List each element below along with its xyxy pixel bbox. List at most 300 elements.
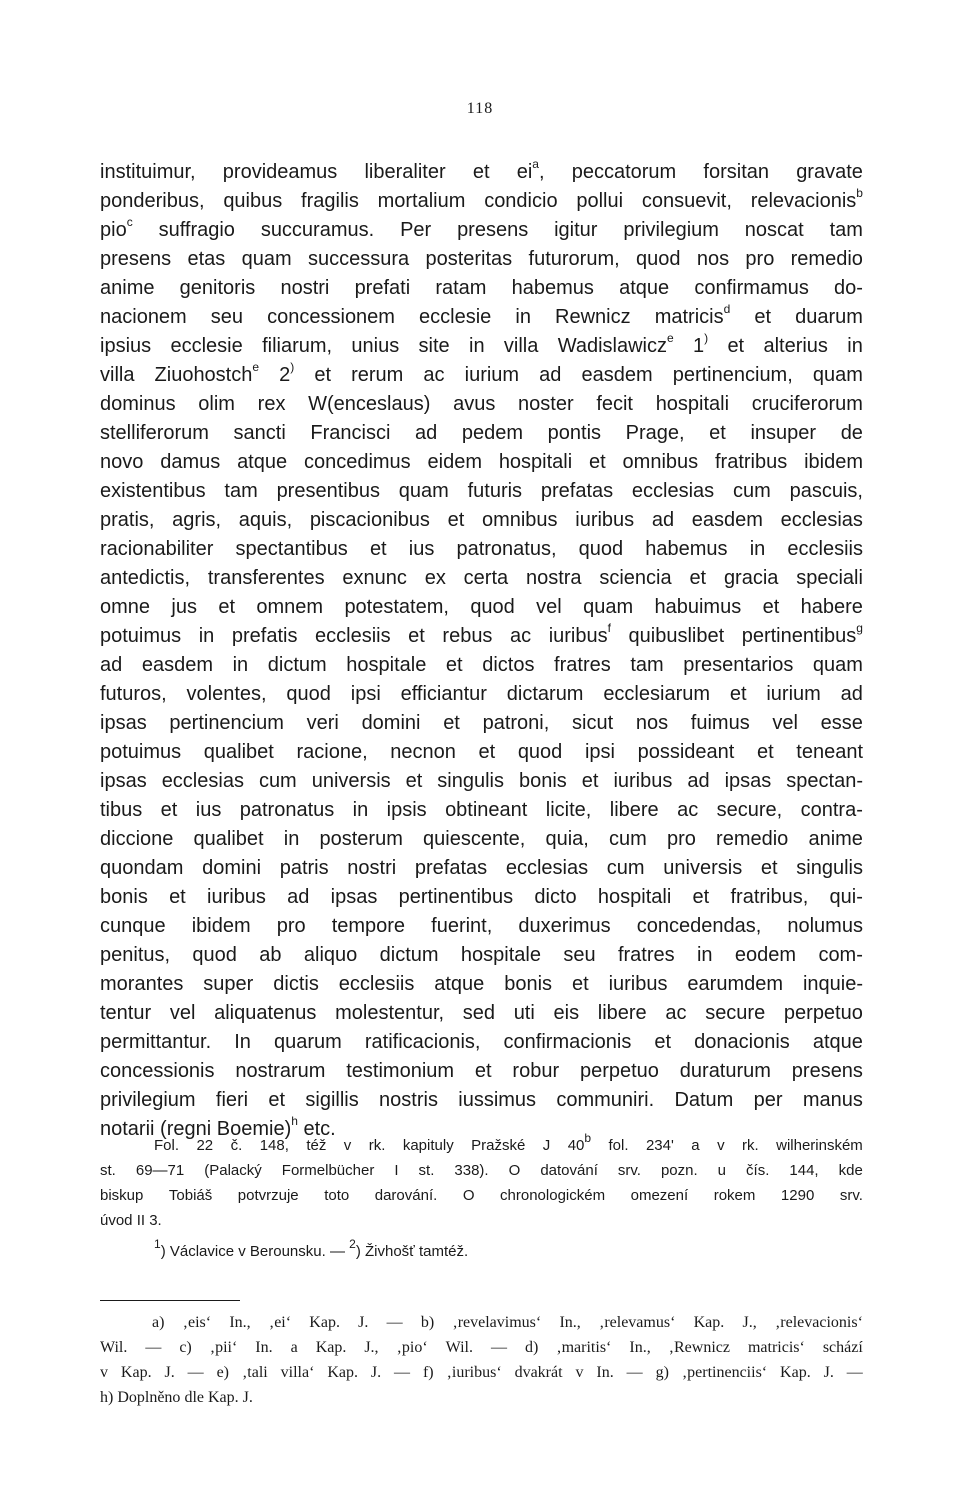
word: J.: [823, 1364, 834, 1381]
word: peccatorum: [571, 161, 677, 183]
word: pertinencium: [169, 712, 284, 734]
word: nostrarum: [235, 1060, 326, 1082]
word: Kap.: [693, 1314, 725, 1331]
word: a: [691, 1137, 700, 1154]
word: b): [420, 1314, 435, 1331]
footnote-divider: [100, 1300, 240, 1301]
word: quam: [583, 596, 634, 618]
word: ipsas: [330, 886, 378, 908]
word: quam: [812, 654, 863, 676]
word: dictum: [267, 654, 327, 676]
word: et: [472, 161, 490, 183]
word: omnibus: [622, 451, 699, 473]
word: srv.: [617, 1162, 641, 1179]
word: condicio: [484, 190, 558, 212]
word: ipsius: [100, 335, 152, 357]
word: ipsas: [100, 770, 147, 792]
word: ac: [677, 799, 699, 821]
word: ecclesias: [631, 480, 715, 502]
text-line: [100, 535, 863, 564]
word: pertinencium,: [672, 364, 793, 386]
word: quam: [398, 480, 449, 502]
word: in: [749, 538, 766, 560]
word: villa: [100, 364, 135, 386]
word: rerum: [351, 364, 404, 386]
word: tam: [829, 219, 863, 241]
word: úvod: [100, 1212, 133, 1229]
word: —: [394, 1364, 411, 1381]
word: et: [689, 567, 707, 589]
word: ac: [665, 1002, 687, 1024]
text-line: [100, 361, 863, 390]
word: possideant: [637, 741, 735, 763]
word: et: [654, 1031, 672, 1053]
text-line: [100, 564, 863, 593]
word: hospitali: [655, 393, 730, 415]
word: patris: [279, 857, 329, 879]
word: ‚pio‘: [396, 1339, 428, 1356]
word: ‚ei‘: [268, 1314, 292, 1331]
word: f): [422, 1364, 434, 1381]
word: qualibet: [203, 741, 274, 763]
word: ecclesie: [170, 335, 243, 357]
word: presens: [457, 219, 529, 241]
word: Formelbücher: [281, 1162, 375, 1179]
apparatus-line: [100, 1385, 863, 1410]
word: pertinentibus$^g$: [741, 621, 863, 647]
word: privilegium: [100, 1089, 196, 1111]
word: molestentur,: [335, 1002, 445, 1024]
word: pio$^c$: [100, 215, 133, 241]
word: J.: [242, 1389, 253, 1406]
word: dvakrát: [514, 1364, 563, 1381]
word: avus: [453, 393, 496, 415]
word: st.: [100, 1162, 116, 1179]
word: Fol.: [154, 1137, 180, 1154]
word: libere: [609, 799, 659, 821]
word: Rewnicz: [555, 306, 631, 328]
word: pollui: [576, 190, 624, 212]
word: ecclesias: [505, 857, 589, 879]
word: cum: [606, 857, 645, 879]
word: rokem: [713, 1187, 756, 1204]
word: penitus,: [100, 944, 171, 966]
word: nostris: [379, 1089, 438, 1111]
word: —: [145, 1339, 162, 1356]
word: nacionem: [100, 306, 187, 328]
word: 40$^b$: [567, 1131, 592, 1154]
word: quod: [636, 248, 681, 270]
source-line: [100, 1158, 863, 1183]
word: 1290: [780, 1187, 815, 1204]
word: ipsis: [386, 799, 427, 821]
text-line: [100, 158, 863, 187]
word: Prage,: [625, 422, 685, 444]
page-number: 118: [466, 100, 494, 117]
word: et: [727, 335, 745, 357]
word: cum: [609, 828, 647, 850]
word: ex: [424, 567, 446, 589]
word: habemus: [645, 538, 728, 560]
word: insuper: [750, 422, 817, 444]
text-line: [100, 999, 863, 1028]
word: quarum: [273, 1031, 342, 1053]
word: patronatus: [239, 799, 335, 821]
word: W(enceslaus): [308, 393, 431, 415]
word: —: [187, 1364, 204, 1381]
word: futurorum,: [528, 248, 620, 270]
word: potuimus: [100, 625, 182, 647]
word: J.,: [364, 1339, 379, 1356]
word: agris,: [172, 509, 222, 531]
word: ipsi: [584, 741, 615, 763]
word: easdem: [691, 509, 763, 531]
word: donacionis: [694, 1031, 790, 1053]
text-line: [100, 796, 863, 825]
text-line: [100, 1086, 863, 1115]
apparatus-line: [100, 1360, 863, 1385]
word: cum: [258, 770, 297, 792]
word: u: [717, 1162, 727, 1179]
word: In.,: [629, 1339, 651, 1356]
word: hospitali: [597, 886, 672, 908]
word: ‚revelavimus‘: [452, 1314, 542, 1331]
word: hospitale: [346, 654, 427, 676]
word: speciali: [796, 567, 863, 589]
word: presens: [791, 1060, 863, 1082]
word: v: [575, 1364, 584, 1381]
word: ac: [510, 625, 532, 647]
word: wilherinském: [776, 1137, 863, 1154]
source-line: [100, 1133, 863, 1158]
word: —: [329, 1243, 345, 1260]
word: remedio: [716, 828, 789, 850]
word: damus: [160, 451, 221, 473]
word: confirmamus: [694, 277, 809, 299]
word: fieri: [215, 1089, 249, 1111]
word: aliquo: [303, 944, 358, 966]
word: dominus: [100, 393, 176, 415]
word: Berounsku.: [249, 1243, 326, 1260]
place-footnote: [154, 1239, 468, 1264]
word: —: [386, 1314, 403, 1331]
word: ad: [651, 509, 675, 531]
word: schází: [822, 1339, 863, 1356]
word: quod: [470, 596, 515, 618]
word: piscacionibus: [309, 509, 430, 531]
word: ‚maritis‘: [556, 1339, 612, 1356]
word: vel: [536, 596, 562, 618]
word: Boemie)$^h$: [216, 1114, 298, 1140]
word: quod: [286, 683, 331, 705]
word: e): [216, 1364, 230, 1381]
word: presentibus: [276, 480, 380, 502]
word: de: [840, 422, 863, 444]
word: alterius: [763, 335, 828, 357]
word: sigillis: [305, 1089, 359, 1111]
word: ‚eis‘: [182, 1314, 212, 1331]
word: habemus: [511, 277, 594, 299]
word: dictis: [273, 973, 319, 995]
word: et: [268, 1089, 286, 1111]
text-line: [100, 593, 863, 622]
text-line: [100, 854, 863, 883]
word: spectan-: [786, 770, 863, 792]
word: pro: [666, 828, 696, 850]
word: et: [405, 770, 423, 792]
word: ecclesiis: [315, 625, 391, 647]
word: igitur: [554, 219, 598, 241]
word: presens: [100, 248, 172, 270]
word: permittantur.: [100, 1031, 212, 1053]
word: in: [515, 306, 531, 328]
word: O: [462, 1187, 475, 1204]
word: ponderibus,: [100, 190, 205, 212]
word: v: [343, 1137, 352, 1154]
word: manus: [802, 1089, 863, 1111]
word: et: [692, 886, 710, 908]
word: I: [394, 1162, 399, 1179]
word: In.,: [559, 1314, 581, 1331]
text-line: [100, 1028, 863, 1057]
word: 338).: [454, 1162, 489, 1179]
word: 2): [279, 360, 295, 386]
word: efficiantur: [400, 683, 487, 705]
word: potuimus: [100, 741, 182, 763]
word: et: [369, 538, 387, 560]
word: Kap.: [327, 1364, 358, 1381]
word: testimonium: [346, 1060, 455, 1082]
text-line: [100, 970, 863, 999]
word: ibidem: [191, 915, 251, 937]
text-line: [100, 419, 863, 448]
word: $^2$): [349, 1237, 361, 1260]
word: in: [352, 799, 369, 821]
word: st.: [418, 1162, 435, 1179]
word: cruciferorum: [751, 393, 863, 415]
word: rebus: [442, 625, 493, 647]
word: secure: [705, 1002, 766, 1024]
word: remedio: [790, 248, 863, 270]
word: eidem: [427, 451, 482, 473]
word: atque: [812, 1031, 863, 1053]
word: stelliferorum: [100, 422, 209, 444]
word: etas: [187, 248, 226, 270]
word: successura: [307, 248, 410, 270]
word: nolumus: [787, 915, 863, 937]
word: v: [717, 1137, 725, 1154]
word: fecit: [596, 393, 633, 415]
word: chronologickém: [500, 1187, 606, 1204]
word: Ziuohostch$^e$: [154, 360, 260, 386]
word: iuribus: [608, 973, 668, 995]
word: O: [508, 1162, 521, 1179]
word: et: [571, 973, 589, 995]
word: dle: [184, 1389, 204, 1406]
word: existentibus: [100, 480, 206, 502]
word: easdem: [141, 654, 213, 676]
word: omne: [100, 596, 151, 618]
word: quod: [517, 741, 563, 763]
word: (regni: [160, 1118, 212, 1140]
apparatus-line: [100, 1310, 863, 1335]
word: ius: [195, 799, 222, 821]
word: —: [490, 1339, 507, 1356]
word: singulis: [437, 770, 504, 792]
word: genitoris: [179, 277, 256, 299]
text-line: [100, 477, 863, 506]
word: ‚pii‘: [209, 1339, 238, 1356]
word: sed: [462, 1002, 495, 1024]
word: presentarios: [683, 654, 794, 676]
word: In.,: [229, 1314, 251, 1331]
word: tentur: [100, 1002, 152, 1024]
word: ad: [539, 364, 562, 386]
word: nostra: [525, 567, 582, 589]
word: contra-: [800, 799, 863, 821]
word: provideamus: [222, 161, 338, 183]
word: morantes: [100, 973, 184, 995]
word: Datum: [674, 1089, 734, 1111]
word: noster: [518, 393, 574, 415]
word: in: [847, 335, 863, 357]
word: fratres: [617, 944, 675, 966]
word: et: [474, 1060, 492, 1082]
word: quia,: [545, 828, 589, 850]
word: iuribus: [575, 509, 635, 531]
word: ‚iuribus‘: [446, 1364, 502, 1381]
word: quam: [241, 248, 292, 270]
word: concedendas,: [636, 915, 762, 937]
word: habere: [800, 596, 863, 618]
word: fuerint,: [431, 915, 493, 937]
word: universis: [311, 770, 391, 792]
word: atque: [237, 451, 288, 473]
word: tibus: [100, 799, 143, 821]
word: diccione: [100, 828, 174, 850]
word: Tobiáš: [168, 1187, 213, 1204]
word: in: [696, 944, 713, 966]
word: domini: [361, 712, 421, 734]
word: prefatis: [231, 625, 298, 647]
word: (Palacký: [204, 1162, 262, 1179]
word: confirmacionis: [503, 1031, 632, 1053]
word: quondam: [100, 857, 184, 879]
word: omnibus: [481, 509, 558, 531]
word: nostri: [280, 277, 330, 299]
word: ‚pertinenciis‘: [681, 1364, 768, 1381]
word: domini: [202, 857, 262, 879]
word: licite,: [545, 799, 592, 821]
word: cum: [732, 480, 771, 502]
word: certa: [463, 567, 509, 589]
word: et: [169, 886, 186, 908]
word: anime: [808, 828, 863, 850]
word: iuribus$^f$: [548, 621, 611, 647]
word: toto: [324, 1187, 350, 1204]
word: Kap.: [315, 1339, 347, 1356]
word: aliquatenus: [214, 1002, 317, 1024]
word: inquie-: [802, 973, 863, 995]
word: Pražské: [471, 1137, 526, 1154]
word: et: [762, 596, 780, 618]
word: ad: [287, 886, 310, 908]
word: in: [283, 828, 300, 850]
word: cunque: [100, 915, 166, 937]
word: ratificacionis,: [364, 1031, 481, 1053]
word: futuris: [467, 480, 523, 502]
word: fol.: [608, 1137, 629, 1154]
word: Kap.: [309, 1314, 340, 1331]
word: rk.: [368, 1137, 386, 1154]
word: J.: [370, 1364, 382, 1381]
word: notarii: [100, 1118, 155, 1140]
word: eis: [553, 1002, 580, 1024]
word: racionabiliter: [100, 538, 214, 560]
text-line: [100, 216, 863, 245]
word: ‚tali: [241, 1364, 268, 1381]
word: iussimus: [458, 1089, 537, 1111]
word: ipsi: [350, 683, 381, 705]
word: $^1$): [154, 1237, 166, 1260]
word: J.,: [742, 1314, 757, 1331]
word: a: [290, 1339, 298, 1356]
word: perpetuo: [579, 1060, 659, 1082]
word: duxerimus: [518, 915, 611, 937]
text-line: [100, 245, 863, 274]
word: in: [232, 654, 249, 676]
word: fratribus,: [730, 886, 809, 908]
word: in: [469, 335, 485, 357]
word: perpetuo: [783, 1002, 863, 1024]
word: a): [152, 1314, 165, 1331]
word: ‚relevacionis‘: [774, 1314, 863, 1331]
word: robur: [512, 1060, 560, 1082]
word: et: [709, 422, 726, 444]
word: omezení: [630, 1187, 689, 1204]
word: liberaliter: [364, 161, 446, 183]
word: consuevit,: [641, 190, 732, 212]
word: in: [198, 625, 215, 647]
word: seu: [563, 944, 596, 966]
word: veri: [306, 712, 339, 734]
word: fratribus: [714, 451, 788, 473]
word: villa: [503, 335, 539, 357]
word: ratam: [435, 277, 487, 299]
word: II: [136, 1212, 146, 1229]
text-line: [100, 622, 863, 651]
word: dictos: [482, 654, 535, 676]
word: jus: [171, 596, 197, 618]
word: 3.: [149, 1212, 162, 1229]
word: vel: [169, 1002, 196, 1024]
word: uti: [513, 1002, 535, 1024]
word: site: [418, 335, 450, 357]
word: J.: [164, 1364, 175, 1381]
text-line: [100, 651, 863, 680]
word: Per: [400, 219, 432, 241]
word: habuimus: [654, 596, 742, 618]
word: dicto: [534, 886, 577, 908]
text-line: [100, 1057, 863, 1086]
word: universis: [663, 857, 743, 879]
word: pontis: [547, 422, 602, 444]
source-line: [100, 1183, 863, 1208]
word: communiri.: [556, 1089, 655, 1111]
word: pascuis,: [789, 480, 863, 502]
word: 144,: [789, 1162, 819, 1179]
word: kde: [838, 1162, 863, 1179]
